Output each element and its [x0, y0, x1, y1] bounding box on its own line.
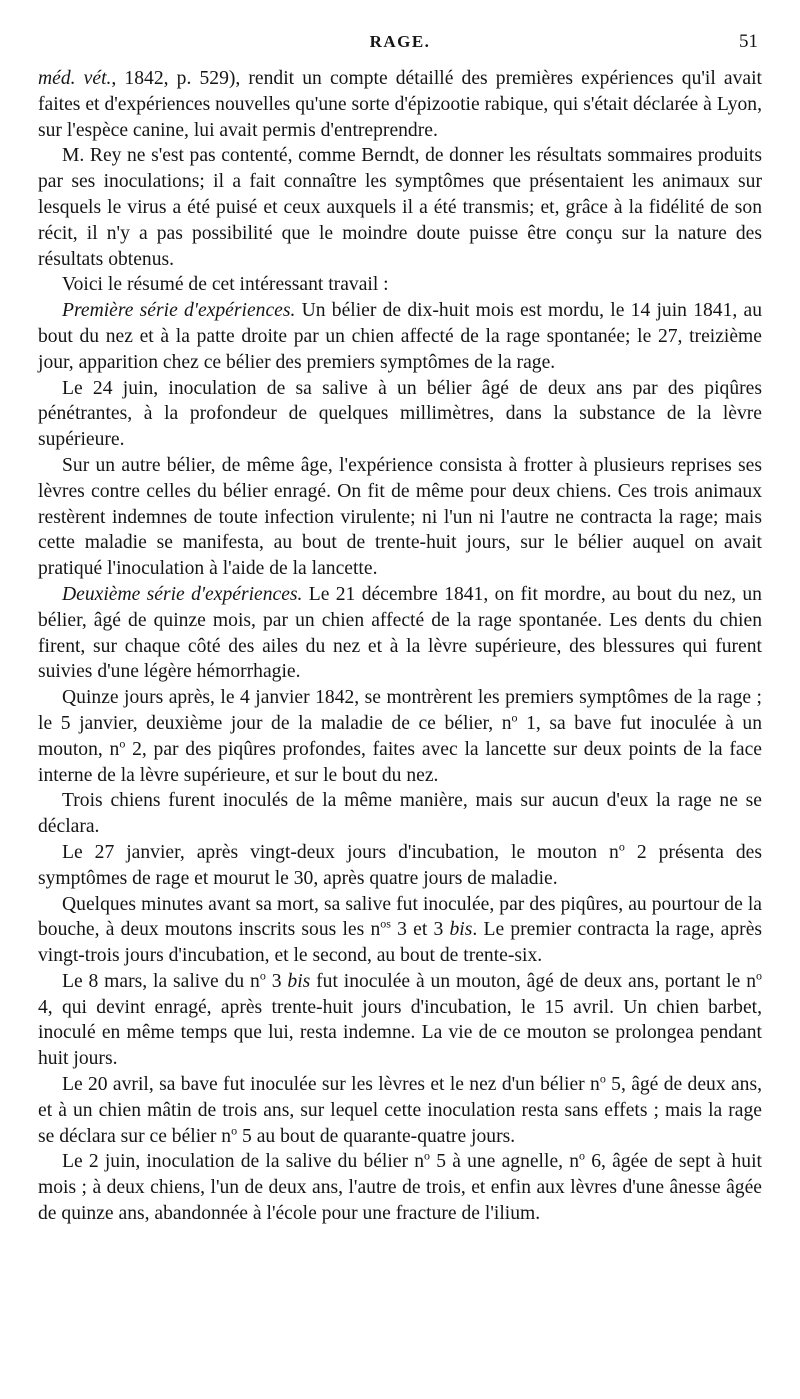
- text-run: Le 2 juin, inoculation de la salive du bélier n: [62, 1151, 425, 1173]
- paragraph: [38, 272, 762, 298]
- italic-text: bis: [287, 970, 311, 992]
- paragraph: [38, 892, 762, 969]
- superscript-text: o: [511, 710, 518, 725]
- text-run: , 1842, p. 529), rendit un compte détaillé des premières expériences qu'il avait faites et d'expériences nouvelles qu'une sorte d'épizootie rabique, qui s'était déclarée à Lyon, sur l'espèce canine, lui avait permis d'entreprendre.: [38, 68, 762, 141]
- superscript-text: o: [119, 736, 126, 751]
- paragraph: [38, 1072, 762, 1149]
- italic-text: Première série d'expériences.: [62, 300, 296, 322]
- superscript-text: o: [618, 839, 625, 854]
- text-run: 5, âgé de deux ans, et à un chien mâtin de trois ans, sur lequel cette inoculation resta sans effets ; mais la rage se déclara sur ce bélier n: [38, 1074, 762, 1147]
- paragraph: [38, 298, 762, 375]
- body-text: [38, 66, 762, 1227]
- text-run: 3: [265, 970, 288, 992]
- paragraph: [38, 685, 762, 788]
- text-run: . Le premier contracta la rage, après vingt-trois jours d'incubation, et le second, au bout de trente-six.: [38, 919, 763, 967]
- italic-text: méd. vét.: [38, 68, 112, 89]
- text-run: 1, sa bave fut inoculée à un mouton, n: [38, 712, 762, 760]
- superscript-text: o: [424, 1148, 431, 1163]
- paragraph: [38, 840, 762, 892]
- superscript-text: o: [599, 1071, 606, 1086]
- text-run: Quinze jours après, le 4 janvier 1842, se montrèrent les premiers symptômes de la rage ; le 5 janvier, deuxième jour de la maladie de ce bélier, n: [38, 687, 762, 734]
- text-run: 4, qui devint enragé, après trente-huit jours d'incubation, le 15 avril. Un chien barbet, inoculé en même temps que lui, resta indemne. La vie de ce mouton se prolongea pendant huit jours.: [38, 996, 762, 1070]
- paragraph: [38, 143, 762, 272]
- text-run: Sur un autre bélier, de même âge, l'expérience consista à frotter à plusieurs reprises ses lèvres contre celles du bélier enragé. On fit de même pour deux chiens. Ces trois animaux restèrent indemnes de toute infection virulente; ni l'un ni l'autre ne contracta la rage; mais cette maladie se manifesta, au bout de trente-huit jours, sur le bélier auquel on avait pratiqué l'inoculation à l'aide de la lancette.: [38, 454, 762, 580]
- text-run: Un bélier de dix-huit mois est mordu, le 14 juin 1841, au bout du nez et à la patte droite par un chien affecté de la rage spontanée; le 27, treizième jour, apparition chez ce bélier des premiers symptômes de la rage.: [38, 300, 763, 373]
- paragraph: [38, 66, 762, 143]
- italic-text: Deuxième série d'expériences.: [62, 583, 303, 605]
- text-run: 3 et 3: [390, 919, 450, 941]
- superscript-text: o: [231, 1123, 238, 1138]
- superscript-text: os: [380, 916, 391, 931]
- running-title: RAGE.: [369, 32, 431, 51]
- text-run: fut inoculée à un mouton, âgé de deux ans, portant le n: [310, 970, 757, 992]
- text-run: M. Rey ne s'est pas contenté, comme Berndt, de donner les résultats sommaires produits par ses inoculations; il a fait connaître les symptômes que présentaient les animaux sur lesquels le virus a été puisé et ceux auxquels il a été transmis; et, grâce à la fidélité de son récit, il n'y a pas possibilité que le moindre doute puisse être conçu sur la nature des résultats obtenus.: [38, 145, 762, 270]
- text-run: 6, âgée de sept à huit mois ; à deux chiens, l'un de deux ans, l'autre de trois, et enfin aux lèvres d'une ânesse âgée de quinze ans, abandonnée à l'école pour une fracture de l'ilium.: [38, 1151, 762, 1225]
- paragraph: [38, 453, 762, 582]
- text-run: 2, par des piqûres profondes, faites avec la lancette sur deux points de la face interne de la lèvre supérieure, et sur le bout du nez.: [38, 738, 762, 786]
- text-run: Le 21 décembre 1841, on fit mordre, au bout du nez, un bélier, âgé de quinze mois, par un chien affecté de la rage spontanée. Les dents du chien firent, sur chaque côté des ailes du nez et à la lèvre supérieure, des blessures qui furent suivies d'une légère hémorrhagie.: [38, 583, 762, 683]
- text-run: Le 8 mars, la salive du n: [62, 970, 260, 992]
- superscript-text: o: [259, 968, 266, 983]
- paragraph: [38, 1149, 762, 1226]
- text-run: Trois chiens furent inoculés de la même manière, mais sur aucun d'eux la rage ne se déclara.: [38, 790, 762, 838]
- paragraph: [38, 788, 762, 840]
- page-number: 51: [739, 31, 758, 52]
- text-run: Le 20 avril, sa bave fut inoculée sur les lèvres et le nez d'un bélier n: [62, 1074, 600, 1096]
- superscript-text: o: [756, 968, 763, 983]
- page-header: [38, 28, 762, 58]
- superscript-text: o: [579, 1148, 586, 1163]
- text-run: 2 présenta des symptômes de rage et mourut le 30, après quatre jours de maladie.: [38, 841, 763, 889]
- text-run: 5 à une agnelle, n: [430, 1151, 580, 1173]
- text-run: Quelques minutes avant sa mort, sa salive fut inoculée, par des piqûres, au pourtour de la bouche, à deux moutons inscrits sous les n: [38, 893, 762, 941]
- paragraph: [38, 582, 762, 685]
- text-run: 5 au bout de quarante-quatre jours.: [237, 1125, 516, 1147]
- text-run: Le 24 juin, inoculation de sa salive à un bélier âgé de deux ans par des piqûres pénétrantes, à la profondeur de quelques millimètres, dans la substance de la lèvre supérieure.: [38, 377, 762, 451]
- paragraph: [38, 969, 762, 1072]
- text-run: Le 27 janvier, après vingt-deux jours d'incubation, le mouton n: [62, 841, 619, 863]
- text-run: Voici le résumé de cet intéressant travail :: [62, 274, 389, 296]
- paragraph: [38, 376, 762, 453]
- italic-text: bis: [449, 919, 473, 941]
